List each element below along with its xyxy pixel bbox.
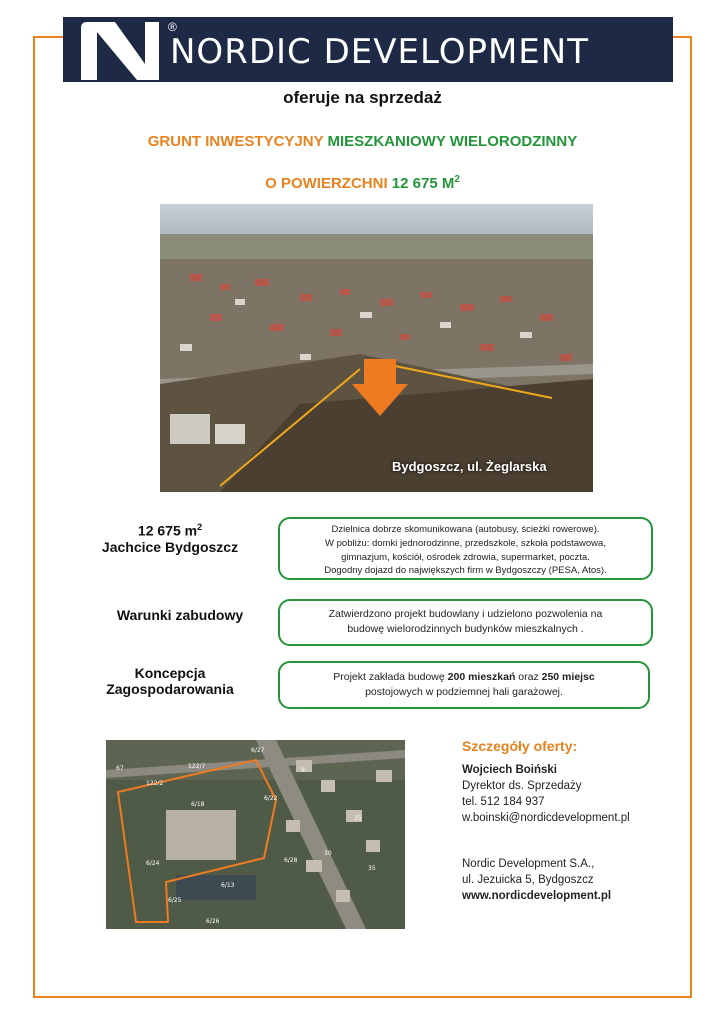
label-location: Jachcice Bydgoszcz — [101, 538, 239, 555]
info-box-location — [278, 517, 653, 580]
brand-name: NORDIC DEVELOPMENT — [170, 32, 589, 72]
label-concept — [95, 665, 245, 697]
parcel-label: 6/24 — [146, 860, 160, 867]
company-name: Nordic Development S.A., — [462, 858, 595, 870]
parcel-label: 25 — [354, 815, 362, 822]
aerial-photo — [160, 204, 593, 492]
parcel-label: 9 — [301, 767, 305, 774]
info-box-conditions — [278, 599, 653, 646]
offer-details — [462, 738, 630, 904]
contact-email[interactable]: w.boinski@nordicdevelopment.pl — [462, 812, 630, 824]
parcel-label: 6/27 — [251, 747, 265, 754]
info-line: Dzielnica dobrze skomunikowana (autobusy, ścieżki rowerowe). — [331, 524, 600, 535]
contact-name: Wojciech Boiński — [462, 764, 558, 776]
company-website[interactable]: www.nordicdevelopment.pl — [462, 890, 612, 902]
parcel-label: 30 — [324, 850, 332, 857]
parcel-label: 35 — [368, 865, 376, 872]
headline-part2: MIESZKANIOWY WIELORODZINNY — [327, 133, 578, 150]
subtitle: oferuje na sprzedaż — [283, 88, 442, 107]
contact-role: Dyrektor ds. Sprzedaży — [462, 780, 582, 792]
nordic-logo — [75, 20, 165, 82]
headline-type — [0, 133, 725, 150]
parcel-label: 6/26 — [206, 918, 220, 925]
registered-mark: ® — [168, 20, 177, 34]
info-line: gimnazjum, kościół, ośrodek zdrowia, supermarket, poczta. — [341, 551, 590, 563]
contact-phone[interactable]: tel. 512 184 937 — [462, 796, 545, 808]
company-address: ul. Jezuicka 5, Bydgoszcz — [462, 874, 594, 886]
info-line: Dogodny dojazd do największych firm w Bydgoszczy (PESA, Atos). — [324, 565, 607, 577]
parcel-label: 67 — [116, 765, 124, 772]
label-area-value: 12 675 $m^2$ — [137, 522, 203, 539]
parcel-map — [106, 740, 405, 929]
area-prefix: O POWIERZCHNI — [265, 175, 388, 192]
parcel-label: 6/18 — [191, 801, 205, 808]
parcel-label: 122/7 — [188, 763, 206, 770]
info-line: Zatwierdzono projekt budowlany i udzielono pozwolenia na — [328, 608, 603, 620]
label-area — [95, 522, 245, 555]
parcel-label: 6/13 — [221, 882, 235, 889]
parcel-label: 122/2 — [146, 780, 164, 787]
info-line: postojowych w podziemnej hali garażowej. — [365, 686, 563, 699]
details-title: Szczegóły oferty: — [462, 738, 578, 754]
parcel-label: 6/28 — [284, 857, 298, 864]
info-line: Projekt zakłada budowę 200 mieszkań oraz 250 miejsc — [333, 671, 595, 683]
info-line: budowę wielorodzinnych budynków mieszkalnych . — [347, 623, 584, 636]
parcel-label: 6/25 — [168, 897, 182, 904]
parcel-label: 6/22 — [264, 795, 278, 802]
info-line: W pobliżu: domki jednorodzinne, przedszkole, szkoła podstawowa, — [325, 537, 606, 549]
label-concept-line1: Koncepcja — [134, 665, 206, 681]
info-box-concept — [278, 661, 650, 709]
photo-caption: Bydgoszcz, ul. Żeglarska — [392, 459, 547, 474]
headline-part1: GRUNT INWESTYCYJNY — [147, 133, 324, 150]
headline-area — [0, 174, 725, 192]
label-building-conditions: Warunki zabudowy — [116, 607, 244, 623]
label-concept-line2: Zagospodarowania — [106, 681, 234, 697]
area-value: 12 675 $M^2$ — [391, 174, 460, 192]
